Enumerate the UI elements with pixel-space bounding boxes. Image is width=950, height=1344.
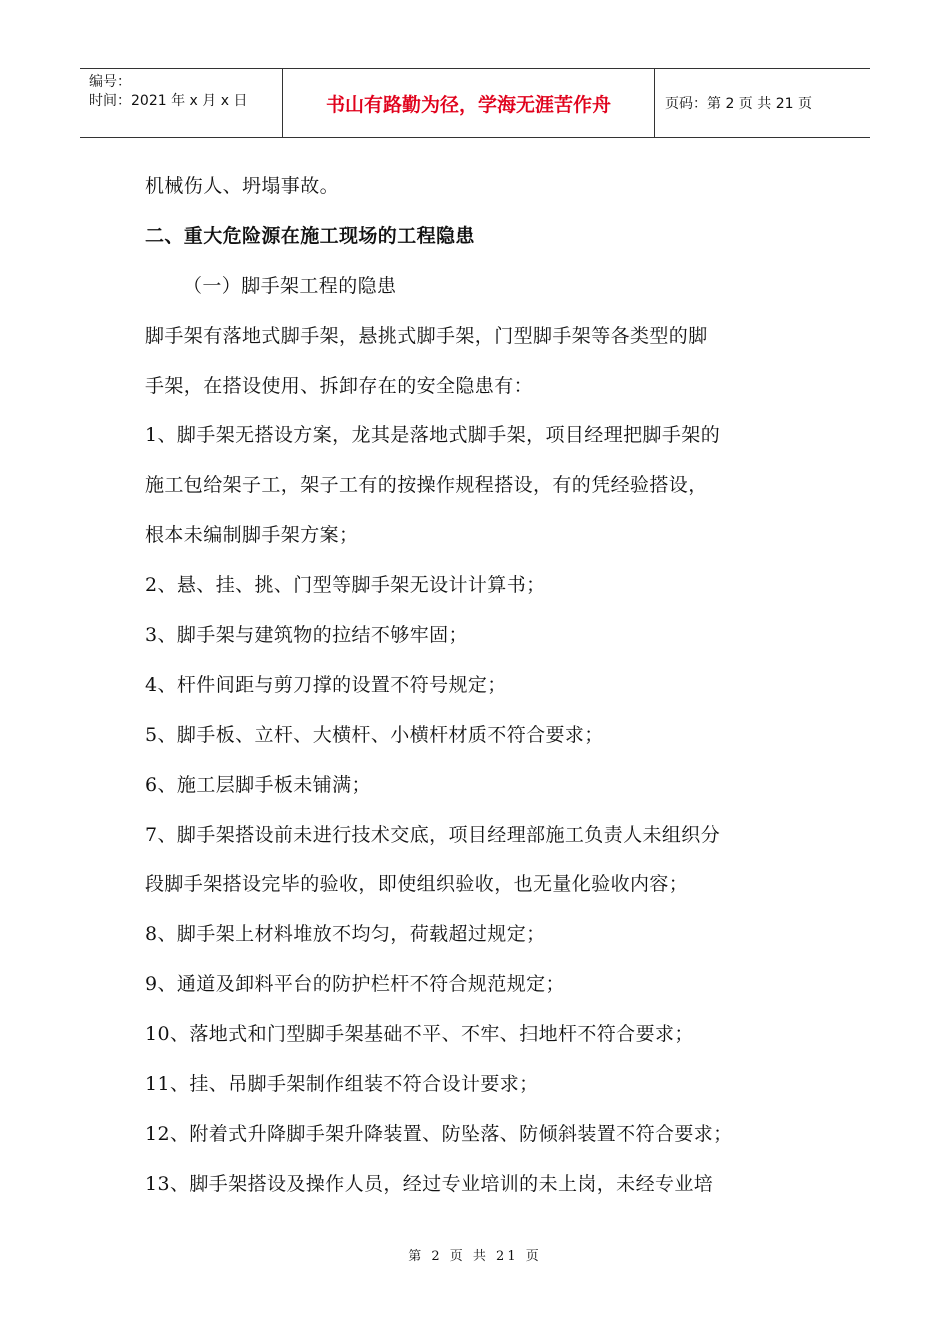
document-body bbox=[145, 162, 815, 1210]
text-line: 8、脚手架上材料堆放不均匀，荷载超过规定； bbox=[145, 923, 546, 946]
page-footer: 第 2 页 共 21 页 bbox=[408, 1249, 542, 1264]
text-line: 4、杆件间距与剪刀撑的设置不符号规定； bbox=[145, 673, 507, 696]
text-line: 6、施工层脚手板未铺满； bbox=[145, 773, 371, 796]
text-line: 段脚手架搭设完毕的验收，即使组织验收，也无量化验收内容； bbox=[145, 873, 689, 896]
text-line: 2、悬、挂、挑、门型等脚手架无设计计算书； bbox=[145, 574, 546, 597]
text-line: 机械伤人、坍塌事故。 bbox=[145, 175, 340, 197]
text-line: 手架，在搭设使用、拆卸存在的安全隐患有： bbox=[145, 374, 534, 397]
text-line: 12、附着式升降脚手架升降装置、防坠落、防倾斜装置不符合要求； bbox=[145, 1122, 733, 1145]
text-line: 10、落地式和门型脚手架基础不平、不牢、扫地杆不符合要求； bbox=[145, 1023, 694, 1046]
text-line: 11、挂、吊脚手架制作组装不符合设计要求； bbox=[145, 1073, 539, 1096]
text-line: 7、脚手架搭设前未进行技术交底，项目经理部施工负责人未组织分 bbox=[145, 823, 721, 846]
text-line: 施工包给架子工，架子工有的按操作规程搭设，有的凭经验搭设， bbox=[145, 474, 708, 497]
text-line: 根本未编制脚手架方案； bbox=[145, 524, 359, 547]
header-motto: 书山有路勤为径，学海无涯苦作舟 bbox=[283, 69, 655, 137]
header-page-info: 页码：第 2 页 共 21 页 bbox=[665, 96, 812, 112]
text-line: 5、脚手板、立杆、大横杆、小横杆材质不符合要求； bbox=[145, 723, 604, 746]
time-label: 时间：2021 年 x 月 x 日 bbox=[89, 93, 248, 109]
subsection-heading: （一）脚手架工程的隐患 bbox=[183, 274, 397, 297]
document-header bbox=[80, 68, 870, 138]
header-meta bbox=[80, 69, 283, 137]
text-line: 脚手架有落地式脚手架，悬挑式脚手架，门型脚手架等各类型的脚 bbox=[145, 324, 708, 347]
text-line: 3、脚手架与建筑物的拉结不够牢固； bbox=[145, 624, 468, 647]
number-label: 编号： bbox=[89, 74, 131, 90]
section-heading: 二、重大危险源在施工现场的工程隐患 bbox=[145, 224, 475, 247]
text-line: 13、脚手架搭设及操作人员，经过专业培训的未上岗，未经专业培 bbox=[145, 1172, 714, 1195]
text-line: 9、通道及卸料平台的防护栏杆不符合规范规定； bbox=[145, 973, 565, 996]
text-line: 1、脚手架无搭设方案，龙其是落地式脚手架，项目经理把脚手架的 bbox=[145, 424, 721, 447]
